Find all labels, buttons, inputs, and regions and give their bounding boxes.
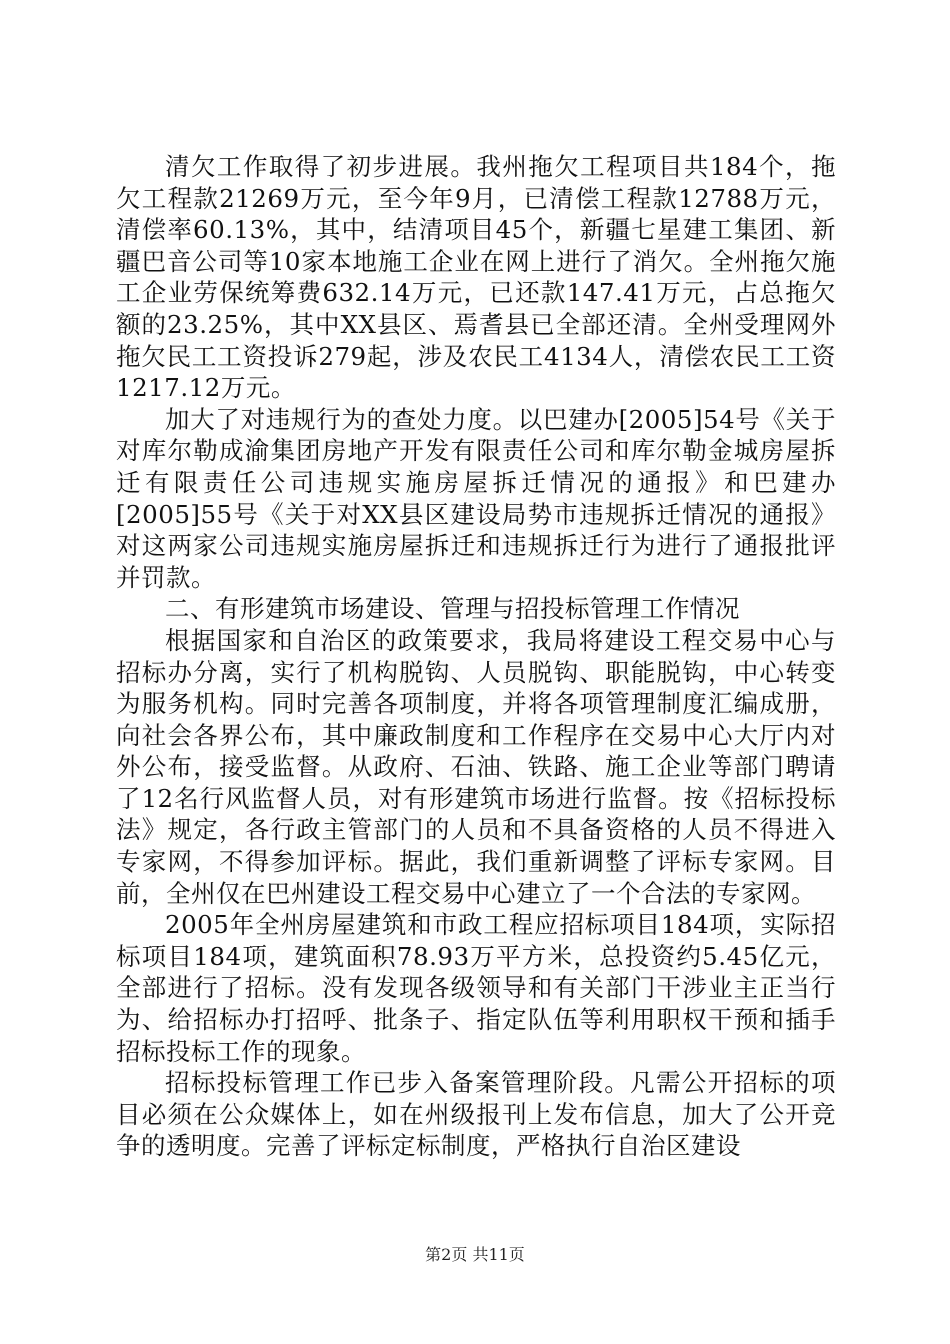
paragraph-bidding-management: 招标投标管理工作已步入备案管理阶段。凡需公开招标的项目必须在公众媒体上，如在州级报刊上发布信息，加大了公开竞争的透明度。完善了评标定标制度，严格执行自治区建设: [116, 1068, 836, 1161]
paragraph-bidding-stats: 2005年全州房屋建筑和市政工程应招标项目184项，实际招标项目184项，建筑面积78.93万平方米，总投资约5.45亿元，全部进行了招标。没有发现各级领导和有关部门干涉业主正当行为、给招标办打招呼、批条子、指定队伍等利用职权干预和插手招标投标工作的现象。: [116, 910, 836, 1066]
page-number-footer: 第2页 共11页: [425, 1245, 525, 1264]
section-heading: 二、有形建筑市场建设、管理与招投标管理工作情况: [165, 594, 740, 624]
document-body: [116, 151, 836, 1162]
paragraph-violation-enforcement: 加大了对违规行为的查处力度。以巴建办[2005]54号《关于对库尔勒成渝集团房地产开发有限责任公司和库尔勒金城房屋拆迁有限责任公司违规实施房屋拆迁情况的通报》和巴建办[2005]55号《关于对XX县区建设局势市违规拆迁情况的通报》对这两家公司违规实施房屋拆迁和违规拆迁行为进行了通报批评并罚款。: [116, 404, 836, 592]
paragraph-debt-clearance: 清欠工作取得了初步进展。我州拖欠工程项目共184个，拖欠工程款21269万元，至今年9月，已清偿工程款12788万元，清偿率60.13%，其中，结清项目45个，新疆七星建工集团、新疆巴音公司等10家本地施工企业在网上进行了消欠。全州拖欠施工企业劳保统筹费632.14万元，已还款147.41万元，占总拖欠额的23.25%，其中XX县区、焉耆县已全部还清。全州受理网外拖欠民工工资投诉279起，涉及农民工4134人，清偿农民工工资1217.12万元。: [116, 152, 836, 403]
paragraph-trading-center: 根据国家和自治区的政策要求，我局将建设工程交易中心与招标办分离，实行了机构脱钩、人员脱钩、职能脱钩，中心转变为服务机构。同时完善各项制度，并将各项管理制度汇编成册，向社会各界公布，其中廉政制度和工作程序在交易中心大厅内对外公布，接受监督。从政府、石油、铁路、施工企业等部门聘请了12名行风监督人员，对有形建筑市场进行监督。按《招标投标法》规定，各行政主管部门的人员和不具备资格的人员不得进入专家网，不得参加评标。据此，我们重新调整了评标专家网。目前，全州仅在巴州建设工程交易中心建立了一个合法的专家网。: [116, 625, 836, 908]
